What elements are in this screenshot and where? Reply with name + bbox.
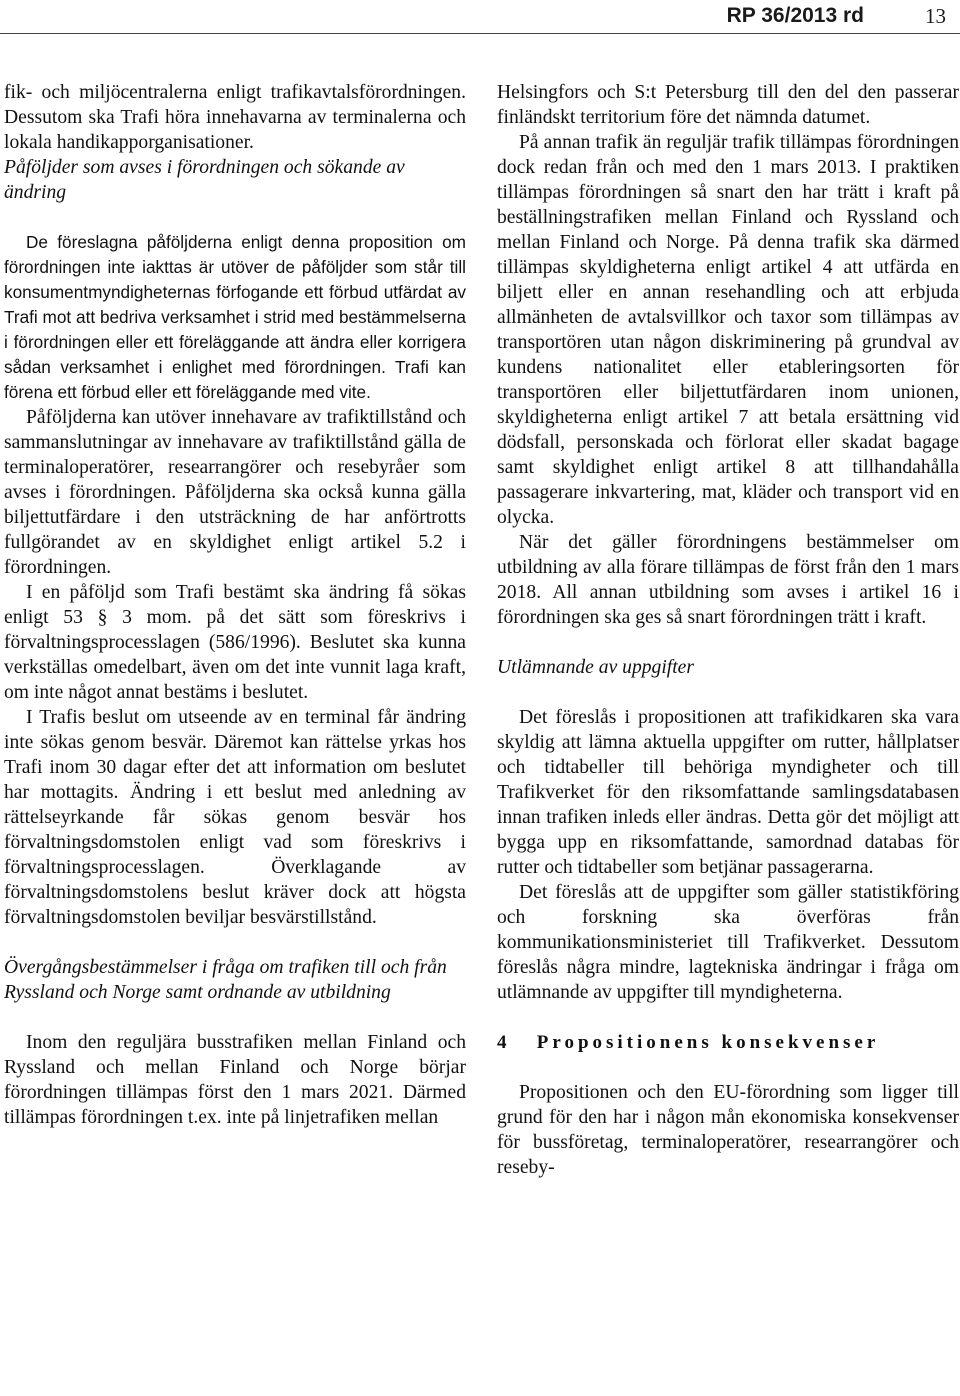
paragraph-disclosure-1: Det föreslås i propositionen att trafikidkaren ska vara skyldig att lämna aktuella uppgifter om rutter, hållplatser och tidtabeller till behöriga myndigheter och till Trafikverket för den riksomfattande samlingsdatabasen innan trafiken inleds eller ändras. Detta gör det möjligt att bygga upp en riksomfattande, samordnad databas för rutter och tidtabeller som betjänar passagerarna. (497, 707, 959, 878)
paragraph-transition-3: När det gäller förordningens bestämmelser om utbildning av alla förare tillämpas de först från den 1 mars 2018. All annan utbildning som avses i artikel 16 i förordningen ska ges så snart förordningen trätt i kraft. (497, 532, 959, 628)
paragraph-intro: fik- och miljöcentralerna enligt trafikavtalsförordningen. Dessutom ska Trafi höra innehavarna av terminalerna och lokala handikapporganisationer. (4, 82, 466, 153)
section-title: Propositionens konsekvenser (536, 1032, 880, 1053)
header-rule (0, 33, 960, 34)
page-number: 13 (925, 4, 946, 28)
paragraph-penalties-2: Påföljderna kan utöver innehavare av trafiktillstånd och sammanslutningar av innehavare av trafiktillstånd gälla de terminaloperatörer, researrangörer och resebyråer som avses i förordningen. Påföljderna ska också kunna gälla biljettutfärdare i den utsträckning de har anförtrotts fullgörandet av en skyldighet enligt artikel 5.2 i förordningen. (4, 407, 466, 578)
paragraph-penalties-4: I Trafis beslut om utseende av en terminal får ändring inte sökas genom besvär. Däremot kan rättelse yrkas hos Trafi inom 30 dagar efter det att information om beslutet har mottagits. Ändring i ett beslut med anledning av rättelseyrkande får sökas genom besvär hos förvaltningsdomstolen enligt vad som föreskrivs i förvaltningsprocesslagen. Överklagande av förvaltningsdomstolens beslut kräver dock att högsta förvaltningsdomstolen beviljar besvärstillstånd. (4, 707, 466, 928)
spacer (497, 1055, 959, 1080)
document-id: RP 36/2013 rd (726, 4, 864, 27)
section-heading (497, 1030, 959, 1055)
paragraph-penalties-1: De föreslagna påföljderna enligt denna proposition om förordningen inte iakttas är utöver de påföljder som står till konsumentmyndigheternas förfogande ett förbud utfärdat av Trafi mot att bedriva verksamhet i strid med bestämmelserna i förordningen eller ett föreläggande att ändra eller korrigera sådan verksamhet i enlighet med förordningen. Trafi kan förena ett förbud eller ett föreläggande med vite. (4, 232, 466, 402)
paragraph-disclosure-2: Det föreslås att de uppgifter som gäller statistikföring och forskning ska överföras från kommunikationsministeriet till Trafikverket. Dessutom föreslås några mindre, lagtekniska ändringar i fråga om utlämnande av uppgifter till myndigheterna. (497, 882, 959, 1003)
section-number: 4 (497, 1032, 511, 1053)
paragraph-continued: Helsingfors och S:t Petersburg till den del den passerar finländskt territorium före det nämnda datumet. (497, 82, 959, 128)
spacer (4, 1005, 466, 1030)
spacer (497, 680, 959, 705)
paragraph-penalties-3: I en påföljd som Trafi bestämt ska ändring få sökas enligt 53 § 3 mom. på det sätt som föreskrivs i förvaltningsprocesslagen (586/1996). Beslutet ska kunna verkställas omedelbart, även om det inte vunnit laga kraft, om inte något annat bestäms i beslutet. (4, 582, 466, 703)
right-column (497, 80, 959, 1180)
heading-disclosure: Utlämnande av uppgifter (497, 657, 694, 678)
heading-penalties: Påföljder som avses i förordningen och sökande av ändring (4, 157, 405, 203)
left-column (4, 80, 466, 1130)
spacer (4, 930, 466, 955)
paragraph-consequences-1: Propositionen och den EU-förordning som ligger till grund för den har i någon mån ekonomiska konsekvenser för bussföretag, terminaloperatörer, researrangörer och reseby- (497, 1082, 959, 1178)
heading-transition: Övergångsbestämmelser i fråga om trafiken till och från Ryssland och Norge samt ordnande av utbildning (4, 957, 447, 1003)
spacer (497, 630, 959, 655)
page-header (0, 0, 960, 34)
paragraph-transition-1: Inom den reguljära busstrafiken mellan Finland och Ryssland och mellan Finland och Norge börjar förordningen tillämpas först den 1 mars 2021. Därmed tillämpas förordningen t.ex. inte på linjetrafiken mellan (4, 1032, 466, 1128)
spacer (4, 205, 466, 230)
paragraph-transition-2: På annan trafik än reguljär trafik tillämpas förordningen dock redan från och med den 1 mars 2013. I praktiken tillämpas förordningen så snart den har trätt i kraft på beställningstrafiken mellan Finland och Ryssland och mellan Finland och Norge. På denna trafik ska därmed tillämpas skyldigheterna enligt artikel 4 att utfärda en biljett eller en annan resehandling och att erbjuda allmänheten de avtalsvillkor och taxor som tillämpas av transportören utan någon diskriminering på grundval av kundens nationalitet eller etableringsorten för transportören eller biljettutfärdaren inom unionen, skyldigheterna enligt artikel 7 att betala ersättning vid dödsfall, personskada och förlorat eller skadat bagage samt skyldighet enligt artikel 8 att tillhandahålla passagerare inkvartering, mat, kläder och transport vid en olycka. (497, 132, 959, 528)
spacer (497, 1005, 959, 1030)
